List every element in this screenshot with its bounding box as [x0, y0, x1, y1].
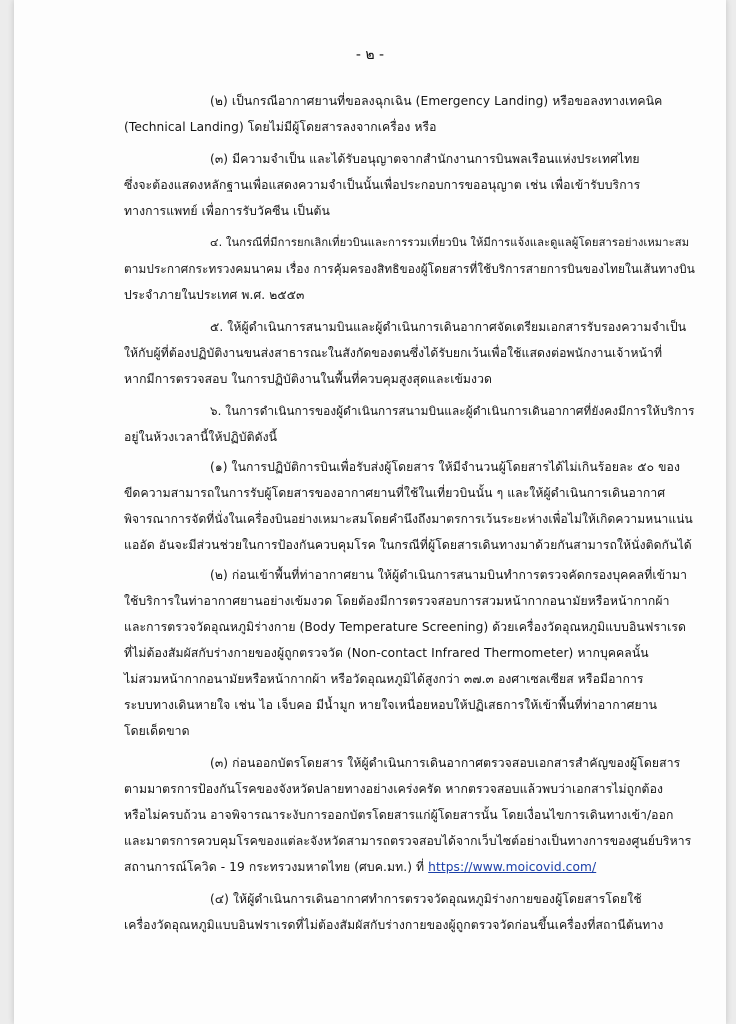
text-line: และการตรวจวัดอุณหภูมิร่างกาย (Body Temperature Screening) ด้วยเครื่องวัดอุณหภูมิแบบอินฟราเรด	[124, 620, 687, 634]
text-line: (Technical Landing) โดยไม่มีผู้โดยสารลงจากเครื่อง หรือ	[124, 120, 437, 134]
text-line: ตามประกาศกระทรวงคมนาคม เรื่อง การคุ้มครองสิทธิของผู้โดยสารที่ใช้บริการสายการบินของไทยในเส้นทางบิน	[124, 262, 695, 276]
text-line: (๓) ก่อนออกบัตรโดยสาร ให้ผู้ดำเนินการเดินอากาศตรวจสอบเอกสารสำคัญของผู้โดยสาร	[210, 756, 681, 770]
moicovid-link[interactable]: https://www.moicovid.com/	[428, 860, 597, 874]
text-line: หรือไม่ครบถ้วน อาจพิจารณาระงับการออกบัตรโดยสารแก่ผู้โดยสารนั้น โดยเงื่อนไขการเดินทางเข้า/ออก	[124, 808, 674, 822]
text-line: (๒) ก่อนเข้าพื้นที่ท่าอากาศยาน ให้ผู้ดำเนินการสนามบินทำการตรวจคัดกรองบุคคลที่เข้ามา	[210, 568, 688, 582]
text-line: พิจารณาการจัดที่นั่งในเครื่องบินอย่างเหมาะสมโดยคำนึงถึงมาตรการเว้นระยะห่างเพื่อไม่ให้เกิดความหนาแน่น	[124, 512, 693, 526]
text-line: ประจำภายในประเทศ พ.ศ. ๒๕๕๓	[124, 288, 305, 302]
document-page	[14, 0, 726, 1024]
text-line: (๑) ในการปฏิบัติการบินเพื่อรับส่งผู้โดยสาร ให้มีจำนวนผู้โดยสารได้ไม่เกินร้อยละ ๕๐ ของ	[210, 460, 681, 474]
text-line: ใช้บริการในท่าอากาศยานอย่างเข้มงวด โดยต้องมีการตรวจสอบการสวมหน้ากากอนามัยหรือหน้ากากผ้า	[124, 594, 670, 608]
text-line: และมาตรการควบคุมโรคของแต่ละจังหวัดสามารถตรวจสอบได้จากเว็บไซต์อย่างเป็นทางการของศูนย์บริหาร	[124, 834, 692, 848]
text-line-with-link	[124, 858, 596, 876]
text-line: ตามมาตรการป้องกันโรคของจังหวัดปลายทางอย่างเคร่งครัด หากตรวจสอบแล้วพบว่าเอกสารไม่ถูกต้อง	[124, 782, 664, 796]
text-line: อยู่ในห้วงเวลานี้ให้ปฏิบัติดังนี้	[124, 430, 278, 444]
text-line: โดยเด็ดขาด	[124, 724, 190, 738]
text-segment: สถานการณ์โควิด - 19 กระทรวงมหาดไทย (ศบค.มท.) ที่	[124, 860, 429, 874]
text-line: หากมีการตรวจสอบ ในการปฏิบัติงานในพื้นที่ควบคุมสูงสุดและเข้มงวด	[124, 372, 493, 386]
text-line: ๖. ในการดำเนินการของผู้ดำเนินการสนามบินและผู้ดำเนินการเดินอากาศที่ยังคงมีการให้บริการ	[210, 404, 695, 418]
text-line: เครื่องวัดอุณหภูมิแบบอินฟราเรดที่ไม่ต้องสัมผัสกับร่างกายของผู้ถูกตรวจวัดก่อนขึ้นเครื่องที่สถานีต้นทาง	[124, 918, 664, 932]
text-line: ไม่สวมหน้ากากอนามัยหรือหน้ากากผ้า หรือวัดอุณหภูมิได้สูงกว่า ๓๗.๓ องศาเซลเซียส หรือมีอาการ	[124, 672, 644, 686]
page-number: - ๒ -	[355, 47, 385, 63]
text-line: ให้กับผู้ที่ต้องปฏิบัติงานขนส่งสาธารณะในสังกัดของตนซึ่งได้รับยกเว้นเพื่อใช้แสดงต่อพนักงานเจ้าหน้าที่	[124, 346, 663, 360]
text-line: ซึ่งจะต้องแสดงหลักฐานเพื่อแสดงความจำเป็นนั้นเพื่อประกอบการขออนุญาต เช่น เพื่อเข้ารับบริการ	[124, 178, 641, 192]
text-line: (๔) ให้ผู้ดำเนินการเดินอากาศทำการตรวจวัดอุณหภูมิร่างกายของผู้โดยสารโดยใช้	[210, 892, 642, 906]
text-line: ระบบทางเดินหายใจ เช่น ไอ เจ็บคอ มีน้ำมูก หายใจเหนื่อยหอบให้ปฏิเสธการให้เข้าพื้นที่ท่าอากาศยาน	[124, 698, 658, 712]
text-line: ๔. ในกรณีที่มีการยกเลิกเที่ยวบินและการรวมเที่ยวบิน ให้มีการแจ้งและดูแลผู้โดยสารอย่างเหมาะสม	[210, 236, 690, 249]
text-line: ทางการแพทย์ เพื่อการรับวัคซีน เป็นต้น	[124, 204, 330, 218]
text-line: ขีดความสามารถในการรับผู้โดยสารของอากาศยานที่ใช้ในเที่ยวบินนั้น ๆ และให้ผู้ดำเนินการเดินอากาศ	[124, 486, 666, 500]
text-line: แออัด อันจะมีส่วนช่วยในการป้องกันควบคุมโรค ในกรณีที่ผู้โดยสารเดินทางมาด้วยกันสามารถให้นั่งติดกันได้	[124, 538, 692, 552]
text-line: (๓) มีความจำเป็น และได้รับอนุญาตจากสำนักงานการบินพลเรือนแห่งประเทศไทย	[210, 152, 640, 166]
text-line: ๕. ให้ผู้ดำเนินการสนามบินและผู้ดำเนินการเดินอากาศจัดเตรียมเอกสารรับรองความจำเป็น	[210, 320, 687, 334]
text-line: (๒) เป็นกรณีอากาศยานที่ขอลงฉุกเฉิน (Emergency Landing) หรือขอลงทางเทคนิค	[210, 94, 663, 108]
text-line: ที่ไม่ต้องสัมผัสกับร่างกายของผู้ถูกตรวจวัด (Non-contact Infrared Thermometer) หากบุคคลนั้น	[124, 646, 649, 660]
